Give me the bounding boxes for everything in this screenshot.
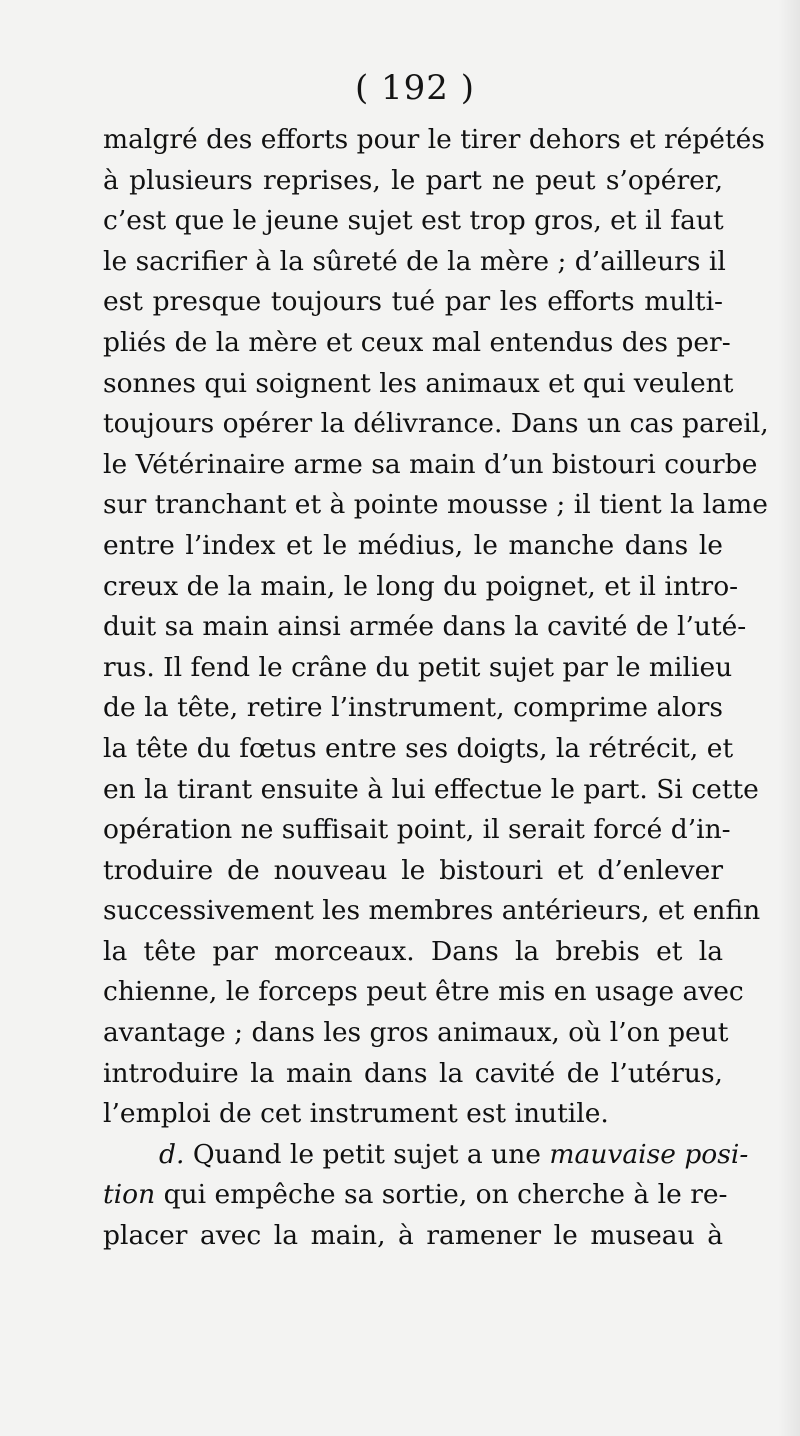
- text-line: sur tranchant et à pointe mousse ; il tient la lame: [103, 489, 768, 521]
- italic-run: tion: [103, 1179, 156, 1211]
- text-line: opération ne suffisait point, il serait forcé d’in-: [103, 814, 731, 846]
- text-line: est presque toujours tué par les efforts multi-: [103, 286, 723, 318]
- page-edge-shadow: [778, 0, 800, 1436]
- text-line: avantage ; dans les gros animaux, où l’on peut: [103, 1017, 729, 1049]
- paragraph-marker: d.: [159, 1138, 185, 1170]
- text-line: de la tête, retire l’instrument, comprime alors: [103, 692, 723, 724]
- text-line: c’est que le jeune sujet est trop gros, et il faut: [103, 205, 724, 237]
- text-run: qui empêche sa sortie, on cherche à le re-: [155, 1179, 728, 1211]
- text-line: troduire de nouveau le bistouri et d’enlever: [103, 854, 723, 886]
- text-line: chienne, le forceps peut être mis en usage avec: [103, 976, 744, 1008]
- body-text: [103, 120, 769, 1257]
- text-line: duit sa main ainsi armée dans la cavité de l’uté-: [103, 611, 747, 643]
- paragraph-2: [103, 1135, 749, 1257]
- text-line: entre l’index et le médius, le manche dans le: [103, 529, 723, 561]
- text-line: pliés de la mère et ceux mal entendus des per-: [103, 326, 731, 358]
- italic-run: mauvaise posi-: [549, 1138, 749, 1170]
- text-line: la tête du fœtus entre ses doigts, la rétrécit, et: [103, 732, 734, 764]
- text-line: [103, 1175, 728, 1216]
- text-line: successivement les membres antérieurs, et enfin: [103, 895, 761, 927]
- text-run: Quand le petit sujet a une: [184, 1138, 550, 1170]
- text-line: placer avec la main, à ramener le museau à: [103, 1220, 723, 1252]
- text-line: le sacrifier à la sûreté de la mère ; d’ailleurs il: [103, 245, 726, 277]
- text-line: rus. Il fend le crâne du petit sujet par le milieu: [103, 651, 733, 683]
- text-line: le Vétérinaire arme sa main d’un bistouri courbe: [103, 448, 758, 480]
- page-number: ( 192 ): [354, 68, 476, 108]
- text-line: sonnes qui soignent les animaux et qui veulent: [103, 367, 734, 399]
- text-line: introduire la main dans la cavité de l’utérus,: [103, 1057, 723, 1089]
- text-line: malgré des efforts pour le tirer dehors et répétés: [103, 124, 765, 155]
- text-line: l’emploi de cet instrument est inutile.: [103, 1098, 609, 1130]
- text-line: à plusieurs reprises, le part ne peut s’opérer,: [103, 164, 723, 196]
- text-line: toujours opérer la délivrance. Dans un cas pareil,: [103, 408, 769, 440]
- text-line: la tête par morceaux. Dans la brebis et la: [103, 935, 723, 967]
- text-line: en la tirant ensuite à lui effectue le part. Si cette: [103, 773, 759, 805]
- paragraph-1: [103, 120, 769, 1135]
- text-line: [103, 1135, 749, 1176]
- text-line: creux de la main, le long du poignet, et il intro-: [103, 570, 739, 602]
